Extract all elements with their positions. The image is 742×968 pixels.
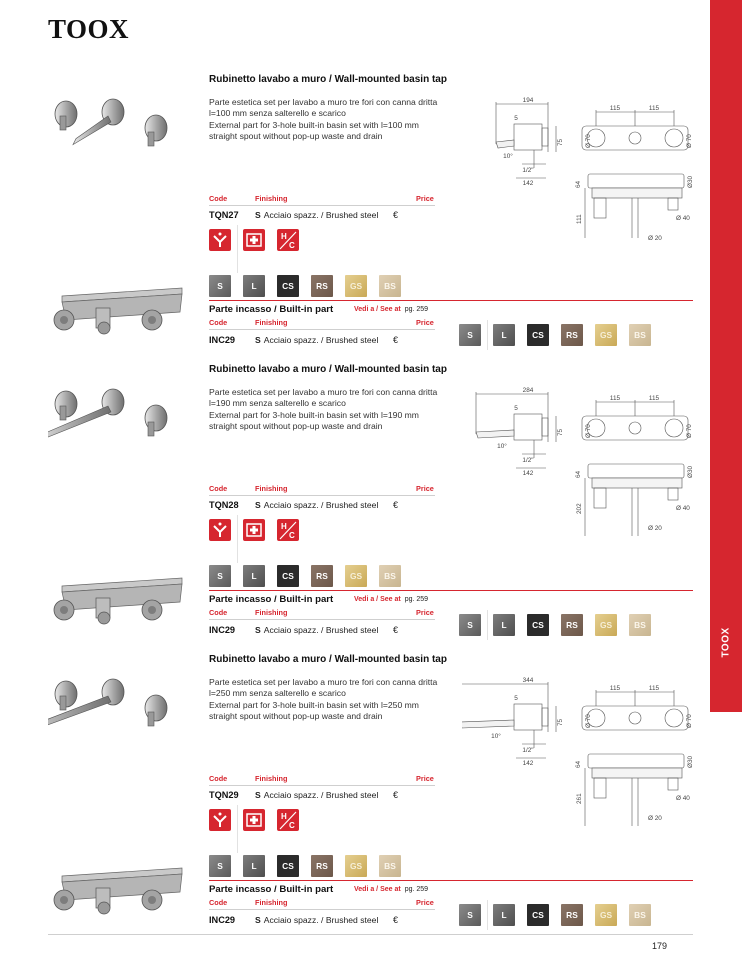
builtin-swatch-cs[interactable]: CS (527, 324, 549, 346)
builtin-swatch-s[interactable]: S (459, 614, 481, 636)
price-header: Price (416, 484, 434, 493)
finish-name: Acciaio spazz. / Brushed steel (263, 210, 379, 220)
see-at-reference (354, 886, 428, 893)
product-description (209, 97, 439, 143)
builtin-title: Parte incasso / Built-in part (209, 304, 334, 315)
technical-drawing (462, 96, 698, 246)
finish-label (255, 790, 378, 800)
dimension-label: 115 (609, 685, 621, 692)
dimension-label: 142 (522, 760, 534, 767)
dimension-label: 1/2" (522, 167, 534, 174)
svg-text:C: C (289, 241, 295, 250)
divider (237, 225, 238, 273)
price-euro: € (393, 210, 399, 220)
dimension-label: Ø 70 (686, 134, 693, 148)
builtin-swatch-rs[interactable]: RS (561, 614, 583, 636)
product-code: TQN29 (209, 790, 239, 800)
price-header: Price (416, 774, 434, 783)
builtin-swatch-rs[interactable]: RS (561, 904, 583, 926)
finish-label (255, 915, 378, 925)
finish-swatch-gs[interactable]: GS (345, 275, 367, 297)
price-header: Price (416, 318, 434, 327)
finish-label (255, 625, 378, 635)
finish-letter: S (255, 210, 261, 220)
dimension-label: Ø 20 (648, 815, 662, 822)
finish-name: Acciaio spazz. / Brushed steel (263, 625, 379, 635)
finish-swatch-gs[interactable]: GS (345, 855, 367, 877)
dimension-label: 64 (575, 180, 582, 188)
svg-text:H: H (281, 522, 287, 531)
finish-swatch-gs[interactable]: GS (345, 565, 367, 587)
dimension-label: 115 (609, 395, 621, 402)
price-header: Price (416, 608, 434, 617)
description-it: Parte estetica set per lavabo a muro tre fori con canna dritta l=190 mm senza salterello e scarico (209, 387, 438, 408)
description-en: External part for 3-hole built-in basin set with l=100 mm straight spout without pop-up waste and drain (209, 120, 419, 141)
page-number: 179 (652, 941, 668, 951)
dimension-label: 344 (522, 677, 534, 684)
swiss-cross-icon (243, 809, 265, 831)
finish-letter: S (255, 335, 261, 345)
product-photo (48, 674, 198, 744)
svg-text:C: C (289, 531, 295, 540)
code-header: Code (209, 484, 228, 493)
header-rule (209, 785, 435, 786)
builtin-title: Parte incasso / Built-in part (209, 594, 334, 605)
price-header: Price (416, 898, 434, 907)
section-rule (209, 880, 693, 881)
swiss-cross-icon (243, 519, 265, 541)
see-page: pg. 259 (404, 886, 429, 893)
wall-mount-icon (209, 809, 231, 831)
dimension-label: 75 (557, 428, 564, 436)
header-rule (209, 329, 435, 330)
section-rule (209, 590, 693, 591)
finish-swatch-l[interactable]: L (243, 855, 265, 877)
dimension-label: 5 (514, 405, 518, 412)
swiss-cross-icon (243, 229, 265, 251)
dimension-label: 194 (522, 97, 534, 104)
builtin-swatch-bs[interactable]: BS (629, 324, 651, 346)
dimension-label: 111 (576, 214, 583, 224)
builtin-code: INC29 (209, 915, 236, 925)
product-photo (48, 384, 198, 454)
wall-mount-icon (209, 229, 231, 251)
builtin-swatch-gs[interactable]: GS (595, 904, 617, 926)
see-page: pg. 259 (404, 596, 429, 603)
finish-swatch-s[interactable]: S (209, 275, 231, 297)
finish-letter: S (255, 790, 261, 800)
section-title: Rubinetto lavabo a muro / Wall-mounted basin tap (209, 74, 447, 85)
builtin-code: INC29 (209, 335, 236, 345)
price-euro: € (393, 790, 399, 800)
dimension-label: Ø30 (687, 175, 694, 188)
code-header: Code (209, 898, 228, 907)
code-header: Code (209, 608, 228, 617)
dimension-label: Ø 70 (585, 714, 592, 728)
dimension-label: Ø30 (687, 755, 694, 768)
finish-name: Acciaio spazz. / Brushed steel (263, 915, 379, 925)
dimension-label: 64 (575, 470, 582, 478)
builtin-swatch-cs[interactable]: CS (527, 614, 549, 636)
dimension-label: 142 (522, 180, 534, 187)
brand-logo: TOOX (48, 14, 130, 44)
finishing-header: Finishing (255, 484, 288, 493)
builtin-swatch-s[interactable]: S (459, 324, 481, 346)
header-rule (209, 909, 435, 910)
description-it: Parte estetica set per lavabo a muro tre fori con canna dritta l=250 mm senza salterello e scarico (209, 677, 438, 698)
price-header: Price (416, 194, 434, 203)
finish-name: Acciaio spazz. / Brushed steel (263, 500, 379, 510)
wall-mount-icon (209, 519, 231, 541)
code-header: Code (209, 194, 228, 203)
builtin-swatch-gs[interactable]: GS (595, 324, 617, 346)
dimension-label: Ø 40 (676, 215, 690, 222)
dimension-label: Ø30 (687, 465, 694, 478)
svg-text:C: C (289, 821, 295, 830)
finishing-header: Finishing (255, 898, 288, 907)
dimension-label: 284 (522, 387, 534, 394)
product-description (209, 677, 439, 723)
finish-swatch-rs[interactable]: RS (311, 855, 333, 877)
see-page: pg. 259 (404, 306, 429, 313)
builtin-swatch-bs[interactable]: BS (629, 904, 651, 926)
finish-swatch-cs[interactable]: CS (277, 855, 299, 877)
finish-swatch-s[interactable]: S (209, 565, 231, 587)
dimension-label: 10° (503, 153, 513, 160)
builtin-title: Parte incasso / Built-in part (209, 884, 334, 895)
price-euro: € (393, 335, 399, 345)
finish-swatch-s[interactable]: S (209, 855, 231, 877)
price-euro: € (393, 625, 399, 635)
see-at-reference (354, 306, 428, 313)
dimension-label: 142 (522, 470, 534, 477)
dimension-label: 261 (576, 793, 583, 804)
dimension-label: 115 (648, 685, 660, 692)
technical-drawing (462, 386, 698, 536)
dimension-label: 1/2" (522, 457, 534, 464)
dimension-label: Ø 70 (686, 424, 693, 438)
svg-text:H: H (281, 812, 287, 821)
finish-name: Acciaio spazz. / Brushed steel (263, 335, 379, 345)
finish-swatch-rs[interactable]: RS (311, 565, 333, 587)
section-title: Rubinetto lavabo a muro / Wall-mounted basin tap (209, 364, 447, 375)
divider (237, 805, 238, 853)
see-at-label: Vedi a / See at (354, 596, 401, 603)
description-en: External part for 3-hole built-in basin set with l=190 mm straight spout without pop-up waste and drain (209, 410, 419, 431)
bottom-rule (48, 934, 693, 935)
svg-text:H: H (281, 232, 287, 241)
divider (487, 320, 488, 350)
product-code: TQN27 (209, 210, 239, 220)
finish-swatch-rs[interactable]: RS (311, 275, 333, 297)
dimension-label: 10° (491, 733, 501, 740)
dimension-label: Ø 40 (676, 795, 690, 802)
builtin-swatch-s[interactable]: S (459, 904, 481, 926)
builtin-swatch-cs[interactable]: CS (527, 904, 549, 926)
description-en: External part for 3-hole built-in basin set with l=250 mm straight spout without pop-up waste and drain (209, 700, 419, 721)
dimension-label: Ø 70 (585, 134, 592, 148)
dimension-label: Ø 20 (648, 525, 662, 532)
finishing-header: Finishing (255, 608, 288, 617)
header-rule (209, 619, 435, 620)
dimension-label: 202 (576, 503, 583, 514)
builtin-swatch-l[interactable]: L (493, 904, 515, 926)
dimension-label: 10° (497, 443, 507, 450)
dimension-label: 115 (648, 105, 660, 112)
finishing-header: Finishing (255, 774, 288, 783)
dimension-label: 75 (557, 718, 564, 726)
builtin-code: INC29 (209, 625, 236, 635)
product-code: TQN28 (209, 500, 239, 510)
builtin-photo (48, 282, 188, 338)
builtin-swatch-gs[interactable]: GS (595, 614, 617, 636)
finish-letter: S (255, 915, 261, 925)
code-header: Code (209, 774, 228, 783)
hot-cold-icon (277, 809, 299, 831)
dimension-label: 64 (575, 760, 582, 768)
product-description (209, 387, 439, 433)
price-euro: € (393, 915, 399, 925)
side-tab (710, 0, 742, 712)
header-rule (209, 205, 435, 206)
divider (237, 515, 238, 563)
finishing-header: Finishing (255, 318, 288, 327)
dimension-label: Ø 20 (648, 235, 662, 242)
dimension-label: 115 (648, 395, 660, 402)
finish-label (255, 500, 378, 510)
finish-swatch-cs[interactable]: CS (277, 565, 299, 587)
hot-cold-icon (277, 519, 299, 541)
technical-drawing (462, 676, 698, 826)
finish-label (255, 210, 378, 220)
builtin-photo (48, 572, 188, 628)
finish-name: Acciaio spazz. / Brushed steel (263, 790, 379, 800)
section-title: Rubinetto lavabo a muro / Wall-mounted basin tap (209, 654, 447, 665)
section-rule (209, 300, 693, 301)
builtin-swatch-rs[interactable]: RS (561, 324, 583, 346)
finish-label (255, 335, 378, 345)
see-at-label: Vedi a / See at (354, 886, 401, 893)
header-rule (209, 495, 435, 496)
dimension-label: 1/2" (522, 747, 534, 754)
finish-letter: S (255, 500, 261, 510)
finish-swatch-l[interactable]: L (243, 565, 265, 587)
divider (487, 900, 488, 930)
dimension-label: 115 (609, 105, 621, 112)
finish-swatch-bs[interactable]: BS (379, 855, 401, 877)
builtin-photo (48, 862, 188, 918)
builtin-swatch-l[interactable]: L (493, 614, 515, 636)
divider (487, 610, 488, 640)
see-at-label: Vedi a / See at (354, 306, 401, 313)
finish-swatch-bs[interactable]: BS (379, 565, 401, 587)
builtin-swatch-bs[interactable]: BS (629, 614, 651, 636)
finish-swatch-l[interactable]: L (243, 275, 265, 297)
builtin-swatch-l[interactable]: L (493, 324, 515, 346)
dimension-label: Ø 70 (585, 424, 592, 438)
finish-letter: S (255, 625, 261, 635)
description-it: Parte estetica set per lavabo a muro tre fori con canna dritta l=100 mm senza salterello e scarico (209, 97, 438, 118)
finishing-header: Finishing (255, 194, 288, 203)
see-at-reference (354, 596, 428, 603)
side-tab-label: TOOX (720, 627, 732, 658)
dimension-label: Ø 70 (686, 714, 693, 728)
product-photo (48, 94, 198, 164)
finish-swatch-cs[interactable]: CS (277, 275, 299, 297)
dimension-label: 5 (514, 115, 518, 122)
dimension-label: 75 (557, 138, 564, 146)
hot-cold-icon (277, 229, 299, 251)
code-header: Code (209, 318, 228, 327)
dimension-label: Ø 40 (676, 505, 690, 512)
price-euro: € (393, 500, 399, 510)
dimension-label: 5 (514, 695, 518, 702)
finish-swatch-bs[interactable]: BS (379, 275, 401, 297)
